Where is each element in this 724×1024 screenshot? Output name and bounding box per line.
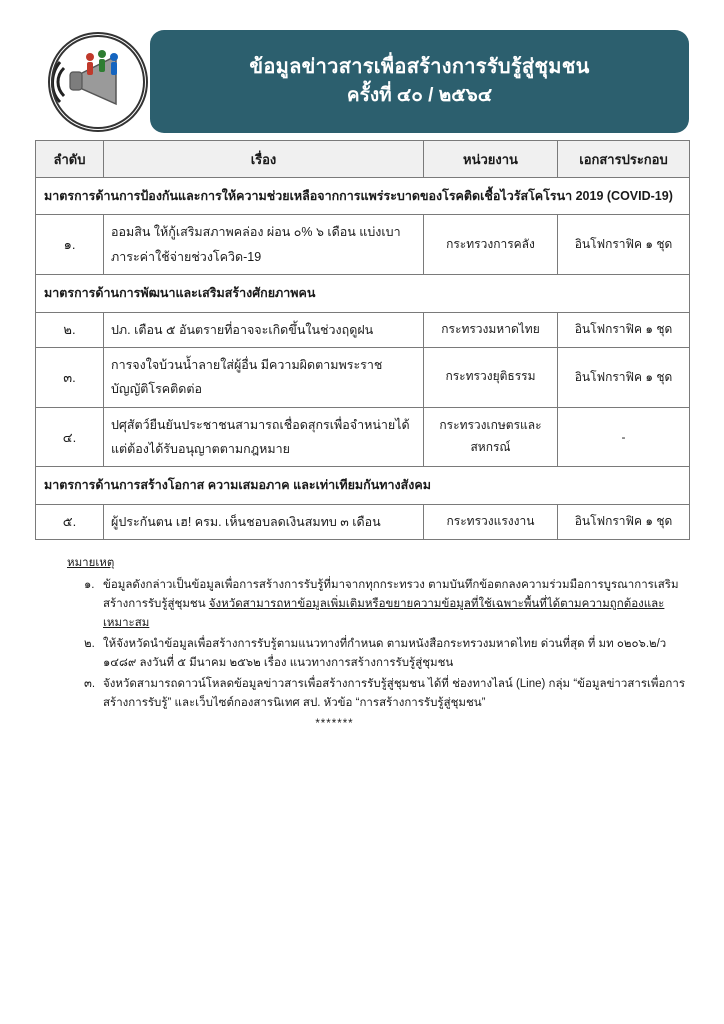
notes-section — [0, 554, 724, 734]
row-number: ๕. — [36, 504, 104, 539]
row-topic: ปภ. เตือน ๕ อันตรายที่อาจจะเกิดขึ้นในช่วงฤดูฝน — [104, 312, 424, 347]
row-documents: อินโฟกราฟิค ๑ ชุด — [558, 312, 690, 347]
row-number: ๔. — [36, 407, 104, 467]
header-title-band — [150, 30, 689, 133]
row-agency: กระทรวงการคลัง — [424, 215, 558, 275]
information-table — [35, 140, 690, 540]
table-row — [36, 312, 690, 347]
page-title: ข้อมูลข่าวสารเพื่อสร้างการรับรู้สู่ชุมชน — [249, 56, 590, 79]
note-item — [70, 635, 689, 673]
note-text-plain: ข้อมูลดังกล่าวเป็นข้อมูลเพื่อการสร้างการรับรู้ที่มาจากทุกกระทรวง ตามบันทึกข้อตกลงความร่วมมือการบูรณาการเสริมสร้างการรับรู้สู่ชุมชน — [103, 579, 679, 611]
row-agency: กระทรวงยุติธรรม — [424, 347, 558, 407]
row-agency: กระทรวงแรงงาน — [424, 504, 558, 539]
table-section-row — [36, 275, 690, 312]
row-topic: การจงใจบ้วนน้ำลายใส่ผู้อื่น มีความผิดตามพระราชบัญญัติโรคติดต่อ — [104, 347, 424, 407]
notes-title: หมายเหตุ — [67, 557, 115, 570]
row-documents: อินโฟกราฟิค ๑ ชุด — [558, 504, 690, 539]
note-number: ๑. — [84, 579, 95, 592]
row-agency: กระทรวงมหาดไทย — [424, 312, 558, 347]
footer-separator: ******* — [315, 717, 354, 730]
note-text: ให้จังหวัดนำข้อมูลเพื่อสร้างการรับรู้ตามแนวทางที่กำหนด ตามหนังสือกระทรวงมหาดไทย ด่วนที่สุด ที่ มท ๐๒๐๖.๒/ว ๑๔๘๙ ลงวันที่ ๕ มีนาคม ๒๕๖๒ เรื่อง แนวทางการสร้างการรับรู้สู่ชุมชน — [103, 638, 667, 669]
note-text: จังหวัดสามารถดาวน์โหลดข้อมูลข่าวสารเพื่อสร้างการรับรู้สู่ชุมชน ได้ที่ ช่องทางไลน์ (Line) กลุ่ม “ข้อมูลข่าวสารเพื่อการสร้างการรับรู้” และเว็บไซต์กองสารนิเทศ สป. หัวข้อ “การสร้างการรับรู้สู่ชุมชน” — [103, 677, 686, 709]
note-text — [103, 576, 689, 633]
row-topic: ผู้ประกันตน เฮ! ครม. เห็นชอบลดเงินสมทบ ๓ เดือน — [104, 504, 424, 539]
page-subtitle: ครั้งที่ ๔๐ / ๒๕๖๔ — [346, 85, 493, 107]
section-label: มาตรการด้านการพัฒนาและเสริมสร้างศักยภาพคน — [36, 275, 690, 312]
table-row — [36, 347, 690, 407]
row-documents: - — [558, 407, 690, 467]
table-header-row — [36, 141, 690, 178]
row-number: ๑. — [36, 215, 104, 275]
row-number: ๓. — [36, 347, 104, 407]
note-text-underlined: จังหวัดสามารถหาข้อมูลเพิ่มเติมหรือขยายความข้อมูลที่ใช้เฉพาะพื้นที่ได้ตามความถูกต้องและเหมาะสม — [103, 598, 665, 630]
megaphone-community-logo — [48, 32, 148, 132]
table-section-row — [36, 178, 690, 215]
row-documents: อินโฟกราฟิค ๑ ชุด — [558, 347, 690, 407]
document-body — [0, 140, 724, 540]
note-item — [70, 576, 689, 633]
document-header — [0, 0, 724, 140]
table-row — [36, 504, 690, 539]
table-row — [36, 215, 690, 275]
row-topic: ปศุสัตว์ยืนยันประชาชนสามารถเชื่อดสุกรเพื่อจำหน่ายได้ แต่ต้องได้รับอนุญาตตามกฎหมาย — [104, 407, 424, 467]
row-topic: ออมสิน ให้กู้เสริมสภาพคล่อง ผ่อน ๐% ๖ เดือน แบ่งเบาภาระค่าใช้จ่ายช่วงโควิด-19 — [104, 215, 424, 275]
column-header-topic: เรื่อง — [104, 141, 424, 178]
column-header-agency: หน่วยงาน — [424, 141, 558, 178]
section-label: มาตรการด้านการสร้างโอกาส ความเสมอภาค และเท่าเทียมกันทางสังคม — [36, 467, 690, 504]
note-number: ๓. — [84, 677, 96, 690]
table-section-row — [36, 467, 690, 504]
column-header-documents: เอกสารประกอบ — [558, 141, 690, 178]
column-header-no: ลำดับ — [36, 141, 104, 178]
note-number: ๒. — [84, 638, 95, 650]
table-row — [36, 407, 690, 467]
note-item — [70, 675, 689, 713]
row-documents: อินโฟกราฟิค ๑ ชุด — [558, 215, 690, 275]
section-label: มาตรการด้านการป้องกันและการให้ความช่วยเหลือจากการแพร่ระบาดของโรคติดเชื้อไวรัสโคโรนา 2019 (COVID-19) — [36, 178, 690, 215]
row-agency: กระทรวงเกษตรและสหกรณ์ — [424, 407, 558, 467]
row-number: ๒. — [36, 312, 104, 347]
